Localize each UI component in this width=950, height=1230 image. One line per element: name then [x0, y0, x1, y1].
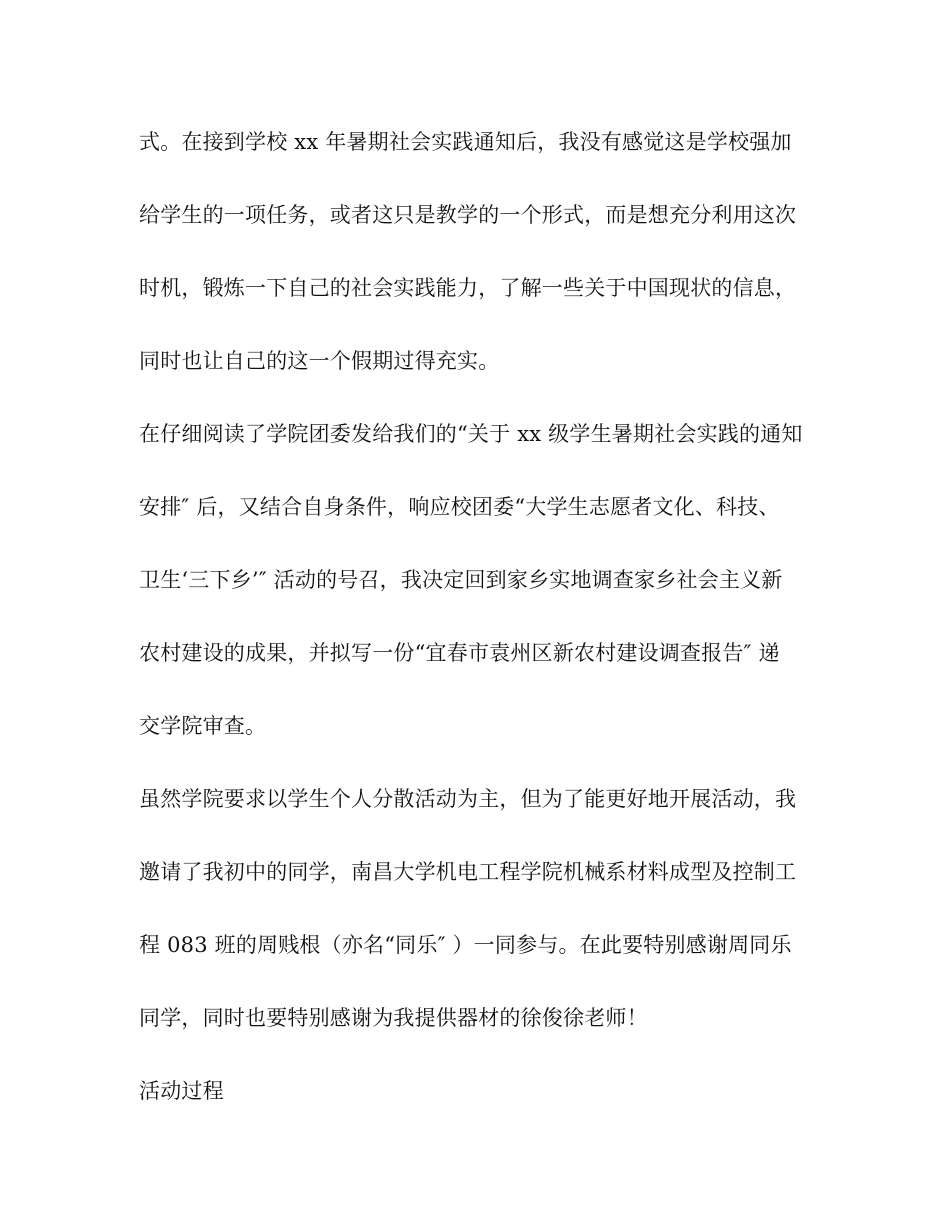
paragraph-3-line-3: 程 083 班的周贱根（亦名“同乐″ ）一同参与。在此要特别感谢周同乐	[139, 933, 792, 957]
paragraph-3-line-1: 虽然学院要求以学生个人分散活动为主，但为了能更好地开展活动，我	[139, 787, 797, 811]
paragraph-2-line-1: 在仔细阅读了学院团委发给我们的“关于 xx 级学生暑期社会实践的通知	[139, 422, 803, 446]
paragraph-1-line-1: 式。在接到学校 xx 年暑期社会实践通知后，我没有感觉这是学校强加	[139, 130, 792, 154]
paragraph-1-line-2: 给学生的一项任务，或者这只是教学的一个形式，而是想充分利用这次	[139, 203, 797, 227]
paragraph-1-line-4: 同时也让自己的这一个假期过得充实。	[139, 349, 500, 373]
paragraph-2-line-2: 安排″ 后，又结合自身条件，响应校团委“大学生志愿者文化、科技、	[139, 495, 780, 519]
paragraph-3-line-2: 邀请了我初中的同学，南昌大学机电工程学院机械系材料成型及控制工	[139, 860, 797, 884]
paragraph-3-line-4: 同学，同时也要特别感谢为我提供器材的徐俊徐老师！	[139, 1006, 648, 1030]
paragraph-2-line-4: 农村建设的成果，并拟写一份“宜春市袁州区新农村建设调查报告″ 递	[139, 641, 780, 665]
paragraph-1-line-3: 时机，锻炼一下自己的社会实践能力，了解一些关于中国现状的信息，	[139, 276, 797, 300]
section-heading-activity-process: 活动过程	[139, 1079, 224, 1103]
paragraph-2-line-3: 卫生‘三下乡’″ 活动的号召，我决定回到家乡实地调查家乡社会主义新	[139, 568, 783, 592]
paragraph-2-line-5: 交学院审查。	[139, 714, 267, 738]
